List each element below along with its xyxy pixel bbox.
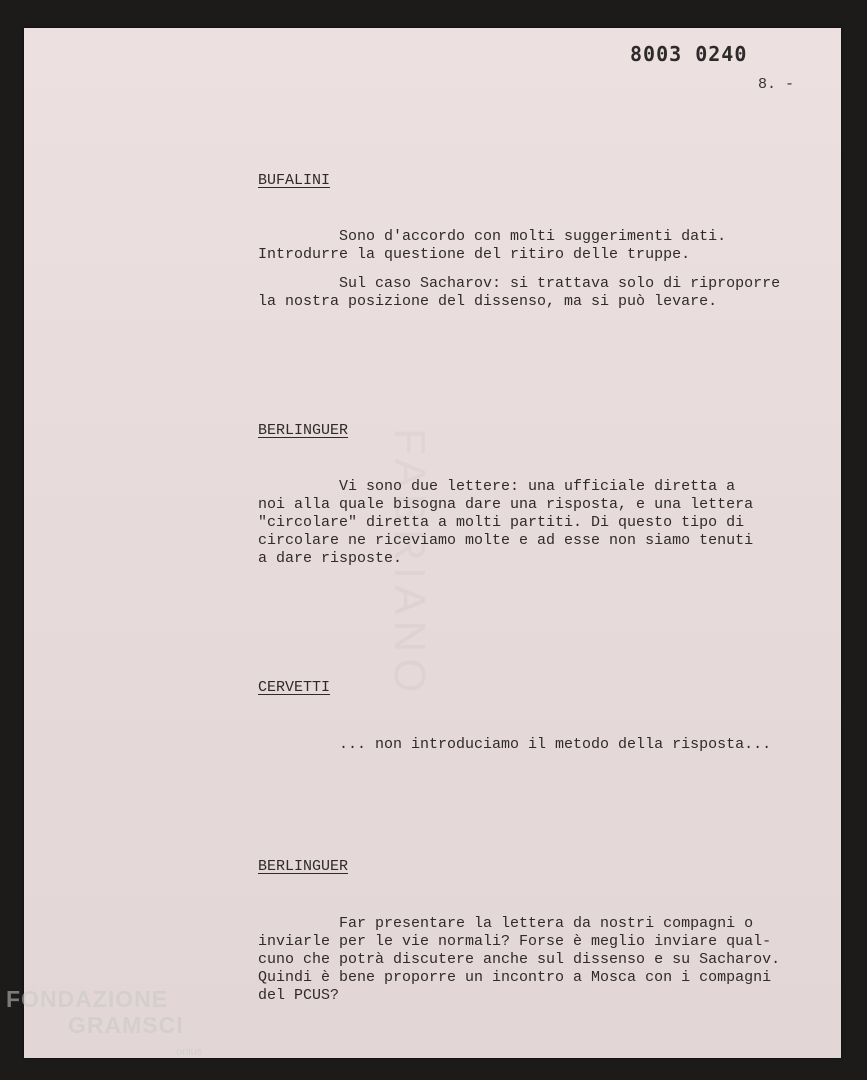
speaker-cervetti: CERVETTI bbox=[258, 679, 331, 696]
page-number: 8. - bbox=[758, 76, 795, 93]
speaker-bufalini: BUFALINI bbox=[258, 172, 331, 189]
paragraph: Far presentare la lettera da nostri compagni o inviarle per le vie normali? Forse è meglio inviare qual- cuno che potrà discutere anche sul dissenso e su Sacharov. Quindi è bene proporre un incontro a Mosca con i compagni del PCUS? bbox=[258, 915, 781, 1004]
speaker-berlinguer: BERLINGUER bbox=[258, 858, 349, 875]
paragraph: Vi sono due lettere: una ufficiale diretta a noi alla quale bisogna dare una risposta, e una lettera "circolare" diretta a molti partiti. Di questo tipo di circolare ne riceviamo molte e ad esse non siamo tenuti a dare risposte. bbox=[258, 478, 754, 567]
logo-line-1: FONDAZIONE bbox=[6, 986, 169, 1012]
logo-line-3: onlus bbox=[176, 1046, 203, 1058]
paragraph: Sul caso Sacharov: si trattava solo di riproporre la nostra posizione del dissenso, ma si può levare. bbox=[258, 275, 781, 310]
document-number: 8003 0240 bbox=[630, 42, 748, 66]
logo-line-2: GRAMSCI bbox=[68, 1012, 184, 1038]
fondazione-gramsci-logo bbox=[6, 986, 184, 1038]
paragraph: ... non introduciamo il metodo della risposta... bbox=[258, 736, 772, 753]
speaker-berlinguer: BERLINGUER bbox=[258, 422, 349, 439]
paper-watermark: FABRIANO bbox=[385, 428, 434, 699]
paragraph: Sono d'accordo con molti suggerimenti dati. Introdurre la questione del ritiro delle truppe. bbox=[258, 228, 727, 263]
